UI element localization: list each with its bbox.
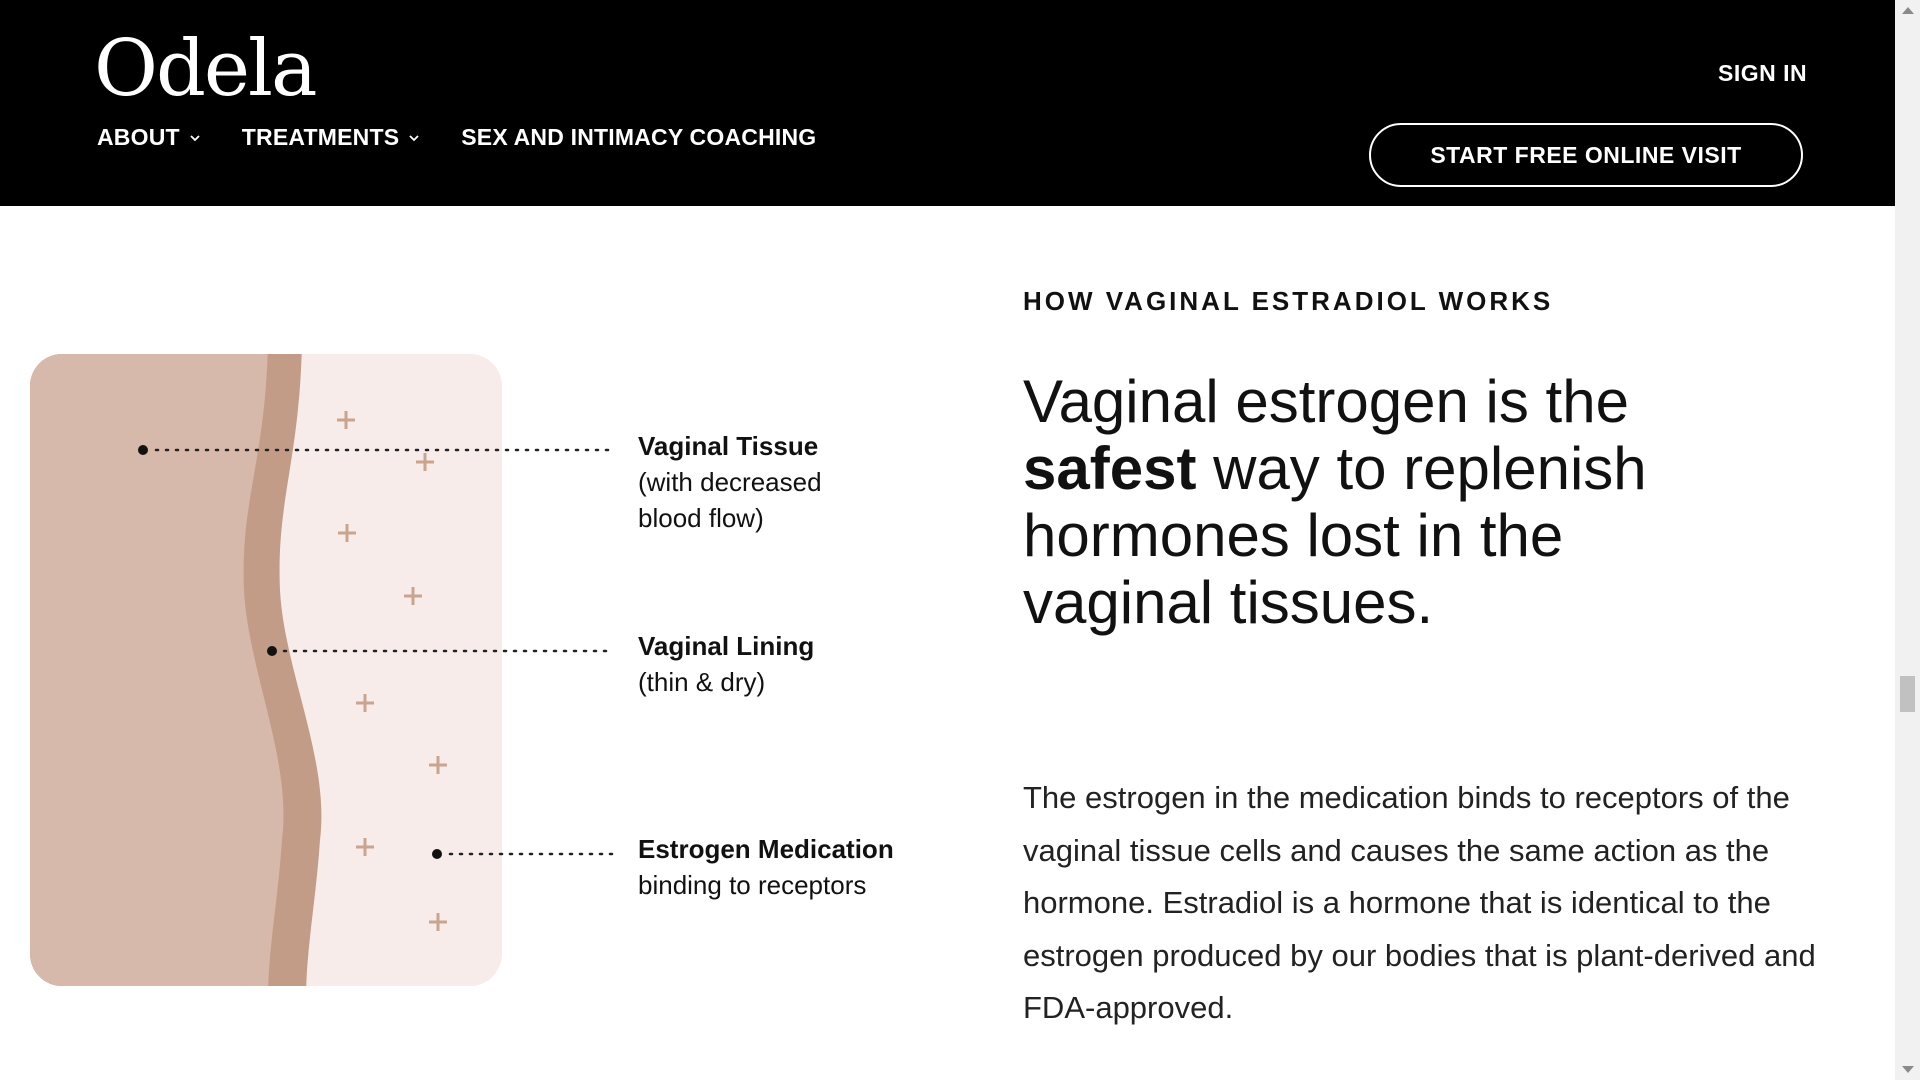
label-detail: (thin & dry) xyxy=(638,667,766,697)
chevron-down-icon xyxy=(409,133,419,143)
section-body: The estrogen in the medication binds to receptors of the vaginal tissue cells and causes the same action as the hormone. Estradiol is a hormone that is identical to the estrogen produced by our bodies that is plant-derived and FDA-approved. xyxy=(1023,780,1816,1025)
sign-in-link[interactable]: SIGN IN xyxy=(1718,60,1808,86)
estradiol-illustration xyxy=(0,340,960,1000)
label-detail: binding to receptors xyxy=(638,870,867,900)
section-headline xyxy=(1023,368,1663,636)
label-title: Vaginal Lining xyxy=(638,631,815,661)
nav-item-label: ABOUT xyxy=(97,124,180,150)
nav-item-coaching[interactable] xyxy=(461,124,816,151)
label-title: Estrogen Medication xyxy=(638,834,894,864)
scroll-thumb[interactable] xyxy=(1900,676,1915,712)
tissue-layer xyxy=(0,340,283,1000)
scroll-down-arrow-icon[interactable] xyxy=(1902,1066,1914,1073)
nav-item-label: SEX AND INTIMACY COACHING xyxy=(461,124,817,150)
headline-part: way to replenish hormones lost in the vaginal tissues. xyxy=(1023,435,1647,636)
label-estrogen-medication xyxy=(638,831,894,903)
nav-item-treatments[interactable] xyxy=(242,124,419,151)
label-title: Vaginal Tissue xyxy=(638,431,819,461)
headline-emphasis: safest xyxy=(1023,435,1197,502)
nav-item-label: TREATMENTS xyxy=(241,124,400,150)
start-online-visit-button[interactable]: START FREE ONLINE VISIT xyxy=(1369,123,1803,187)
chevron-down-icon xyxy=(190,133,200,143)
scroll-up-arrow-icon[interactable] xyxy=(1902,7,1914,14)
page-scrollbar[interactable] xyxy=(1895,0,1920,1080)
label-detail: blood flow) xyxy=(638,503,764,533)
section-eyebrow: HOW VAGINAL ESTRADIOL WORKS xyxy=(1023,286,1554,316)
main-nav xyxy=(97,124,858,151)
label-detail: (with decreased xyxy=(638,467,822,497)
nav-item-about[interactable] xyxy=(97,124,200,151)
odela-logo[interactable]: Odela xyxy=(94,24,316,114)
site-header xyxy=(0,0,1895,206)
label-vaginal-lining xyxy=(638,628,814,700)
headline-part: Vaginal estrogen is the xyxy=(1023,368,1629,435)
label-vaginal-tissue xyxy=(638,428,822,536)
